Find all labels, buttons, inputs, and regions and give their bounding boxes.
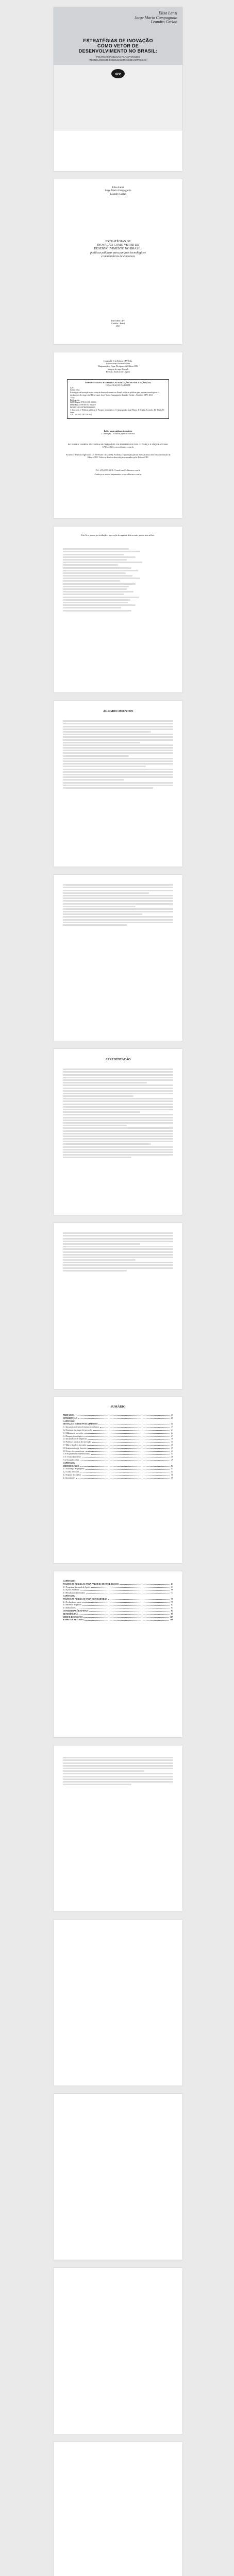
- toc-entry-page: 97: [171, 1612, 173, 1615]
- catalog-index-line: 1. Inovação – Políticas públicas 338.064: [101, 432, 135, 435]
- toc-entry-label: 1.5 Incubadoras de empresas: [63, 1437, 87, 1440]
- toc-leader-dots: [86, 1591, 170, 1594]
- summary-continued-list: [63, 1580, 173, 1621]
- toc-entry-label: 1.6 Políticas públicas de inovação: [63, 1440, 91, 1444]
- toc-entry-page: 11: [171, 1414, 173, 1416]
- editorial-board-page: [54, 527, 182, 692]
- toc-entry-label: METODOLOGIA: [63, 1464, 79, 1467]
- toc-entry-page: 17: [171, 1426, 173, 1429]
- toc-entry-page: 33: [171, 1440, 173, 1444]
- title-line: INOVAÇÃO COMO VETOR DE: [97, 244, 139, 247]
- cover-title-line: DESENVOLVIMENTO NO BRASIL:: [78, 48, 158, 54]
- toc-entry-page: 77: [171, 1600, 173, 1603]
- catalog-line: ISBN Digital 978-65-251-0000-0: [70, 401, 96, 404]
- toc-entry-page: 41: [171, 1449, 173, 1452]
- toc-entry-label: 1.1 Inovação e desenvolvimento econômico: [63, 1426, 99, 1429]
- credit-line: Imagem de capa: Freepik: [107, 367, 129, 370]
- toc-leader-dots: [85, 1618, 169, 1620]
- svg-text:crv: crv: [115, 72, 121, 76]
- presentation-text: [63, 1067, 173, 1160]
- toc-leader-dots: [86, 1467, 170, 1469]
- toc-entry-label: CAPÍTULO 2: [63, 1461, 76, 1464]
- toc-entry-page: 36: [171, 1443, 173, 1446]
- toc-entry-label: 4.1 Evolução do apoio: [63, 1600, 81, 1603]
- credit-line: Editor-chefe: Railson Moura: [106, 362, 130, 365]
- toc-entry-label: 1.7 Marco legal da inovação: [63, 1443, 87, 1446]
- catalog-line: DOI 10.24824/978652510000.0: [70, 406, 95, 409]
- copyright-page: [54, 352, 182, 518]
- toc-entry-page: 56: [171, 1473, 173, 1476]
- cover-title-line: ESTRATÉGIAS DE INOVAÇÃO: [83, 38, 153, 43]
- body-page: [54, 1745, 182, 1911]
- credit-line: Diagramação e Capa: Designers da Editora CRV: [98, 365, 138, 368]
- toc-entry-label: 1.11 O caso brasileiro: [63, 1455, 81, 1459]
- summary-heading: SUMÁRIO: [110, 1405, 126, 1409]
- toc-leader-dots: [88, 1447, 170, 1449]
- catalog-line: L297: [70, 386, 75, 389]
- title-line: ESTRATÉGIAS DE: [105, 240, 131, 243]
- toc-leader-dots: [80, 1470, 170, 1472]
- cover-subtitle-line: TECNOLÓGICOS E INCUBADORAS DE EMPRESAS: [89, 59, 147, 61]
- toc-entry-page: 66: [171, 1588, 173, 1591]
- catalog-card-subtitle: CATALOGAÇÃO NA FONTE: [106, 384, 130, 386]
- summary-continued-page: [54, 1571, 182, 1737]
- publisher-place: Curitiba - Brasil: [111, 322, 125, 325]
- toc-entry-label: 3.3 Resultados observados: [63, 1591, 85, 1595]
- toc-leader-dots: [82, 1603, 170, 1605]
- publication-year: 2021: [116, 325, 120, 328]
- toc-entry-page: 58: [171, 1476, 173, 1479]
- toc-entry-label: 1.8 Instrumentos de fomento: [63, 1446, 87, 1449]
- toc-leader-dots: [80, 1459, 170, 1461]
- toc-leader-dots: [93, 1429, 170, 1431]
- toc-entry-label: ÍNDICE REMISSIVO: [63, 1615, 83, 1618]
- toc-entry-label: 1.12 Considerações: [63, 1458, 79, 1461]
- catalog-line: Lanzi, Elisa.: [70, 389, 80, 392]
- toc-entry-label: SOBRE OS AUTORES: [63, 1618, 83, 1621]
- toc-entry-label: 2.4 Limitações: [63, 1476, 75, 1479]
- toc-entry-page: 24: [171, 1431, 173, 1434]
- toc-entry-label: 4.2 Modelos de gestão: [63, 1603, 81, 1606]
- toc-entry-page: 82: [171, 1603, 173, 1606]
- half-title-authors: [63, 187, 173, 196]
- rights-notice: Foi feito o depósito legal conf. Lei 10.994 de 14/12/2004. Proibida a reprodução parcial ou total desta obra sem autorização da Editora CRV. Todos os direitos desta edição reservados pela: Editora CRV: [65, 453, 171, 459]
- toc-leader-dots: [79, 1613, 170, 1615]
- toc-entry-label: 1.2 Sistemas nacionais de inovação: [63, 1428, 92, 1431]
- catalog-line: Bibliografia: [70, 399, 80, 401]
- presentation-page: [54, 1049, 182, 1215]
- toc-leader-dots: [91, 1452, 170, 1454]
- toc-entry-page: 13: [171, 1416, 173, 1419]
- cover-subtitle: [54, 56, 182, 62]
- catalog-line: 112 p.: [70, 396, 75, 399]
- toc-entry-label: 2.2 Coleta de dados: [63, 1470, 79, 1473]
- book-cover: [54, 7, 182, 171]
- digital-notice: ESTA OBRA TAMBÉM ENCONTRA-SE DISPONÍVEL EM FORMATO DIGITAL. CONHEÇA E ADQUIRA NOSSO CATÁLOGO: www.editoracrv.com.br: [68, 443, 169, 449]
- toc-leader-dots: [86, 1450, 170, 1452]
- catalog-card-title: DADOS INTERNACIONAIS DE CATALOGAÇÃO NA PUBLICAÇÃO (CIP): [85, 382, 151, 384]
- half-title-page: [54, 179, 182, 344]
- subtitle-line: políticas públicas para parques tecnológicos: [90, 251, 146, 255]
- toc-leader-dots: [88, 1437, 170, 1439]
- subtitle-line: e incubadoras de empresas: [101, 255, 135, 258]
- toc-entry-page: 61: [171, 1585, 173, 1588]
- body-page: [54, 2094, 182, 2260]
- board-heading: Este livro passou por avaliação e aprovação às cegas de dois ou mais pareceristas ad hoc.: [81, 534, 155, 536]
- half-title-imprint: [63, 319, 173, 328]
- toc-entry-label: 4.3 Indicadores: [63, 1606, 76, 1609]
- cover-footer: [54, 131, 182, 171]
- toc-entry-label: INOVAÇÃO E DESENVOLVIMENTO: [63, 1422, 98, 1426]
- toc-entry-page: 46: [171, 1455, 173, 1459]
- body-text: [63, 1756, 173, 1786]
- toc-leader-dots: [82, 1473, 170, 1476]
- toc-entry-page: 54: [171, 1470, 173, 1473]
- cover-authors: [135, 11, 177, 25]
- publisher-logo-icon: [110, 68, 126, 79]
- toc-entry-page: 27: [171, 1434, 173, 1437]
- toc-leader-dots: [82, 1601, 170, 1603]
- catalog-line: CDU 001.89 CDD 338.064: [70, 414, 92, 416]
- acknowledgements-continued-page: [54, 875, 182, 1041]
- toc-entry-page: 87: [171, 1606, 173, 1609]
- cover-title: [54, 38, 182, 54]
- toc-leader-dots: [82, 1455, 170, 1458]
- toc-entry-label: INTRODUÇÃO: [63, 1416, 77, 1419]
- presentation-heading: APRESENTAÇÃO: [105, 1058, 131, 1061]
- toc-leader-dots: [85, 1435, 170, 1437]
- toc-entry-page: 61: [171, 1582, 173, 1585]
- toc-entry-page: 30: [171, 1437, 173, 1440]
- toc-entry-label: REFERÊNCIAS: [63, 1612, 78, 1615]
- toc-entry-page: 107: [170, 1615, 173, 1618]
- toc-entry-label: 1.3 Hábitats de inovação: [63, 1431, 83, 1434]
- author-name: Elisa Lanzi: [112, 187, 124, 189]
- toc-entry-page: 43: [171, 1452, 173, 1455]
- title-line: DESENVOLVIMENTO NO BRASIL:: [94, 247, 142, 251]
- toc-leader-dots: [76, 1477, 170, 1479]
- toc-entry-label: 2.3 Análise dos dados: [63, 1473, 81, 1476]
- cover-author: Leandro Carlan: [151, 20, 177, 24]
- author-name: Leandro Carlan: [110, 193, 126, 196]
- toc-leader-dots: [83, 1616, 169, 1618]
- summary-page: [54, 1397, 182, 1563]
- toc-entry-page: 51: [171, 1467, 173, 1470]
- toc-entry-label: 1.10 Experiências internacionais: [63, 1452, 90, 1455]
- toc-leader-dots: [100, 1426, 170, 1428]
- summary-list: [63, 1414, 173, 1480]
- cover-subtitle-line: POLÍTICAS PÚBLICAS PARA PARQUES: [96, 56, 140, 58]
- toc-entry-page: 51: [171, 1464, 173, 1467]
- toc-leader-dots: [75, 1414, 170, 1416]
- toc-leader-dots: [98, 1422, 170, 1425]
- toc-entry-label: CAPÍTULO 4: [63, 1594, 76, 1597]
- toc-entry-label: 2.1 Estratégia de pesquisa: [63, 1467, 85, 1470]
- toc-leader-dots: [85, 1432, 170, 1434]
- toc-entry-page: 93: [171, 1609, 173, 1612]
- toc-entry-page: 109: [170, 1618, 173, 1621]
- acknowledgements-text: [63, 719, 173, 790]
- toc-entry-page: 49: [171, 1458, 173, 1461]
- toc-entry-label: POLÍTICAS PÚBLICAS PARA INCUBADORAS: [63, 1597, 107, 1600]
- toc-leader-dots: [78, 1417, 170, 1419]
- body-page: [54, 1920, 182, 2086]
- catalog-index-title: Índice para catálogo sistemático: [104, 430, 132, 432]
- body-page: [54, 2442, 182, 2576]
- half-title-title: [63, 240, 173, 259]
- publisher-contact: Tel.: (41) 3039-6418 - E-mail: sac@editoracrv.com.br: [95, 469, 141, 471]
- toc-entry-label: 1.9 Atores do ecossistema: [63, 1449, 85, 1452]
- toc-leader-dots: [120, 1583, 170, 1585]
- credit-line: Copyright © da Editora CRV Ltda.: [104, 360, 132, 362]
- acknowledgements-continued-text: [63, 883, 173, 927]
- toc-entry-label: POLÍTICAS PÚBLICAS PARA PARQUES TECNOLÓGICOS: [63, 1582, 119, 1585]
- catalog-card: [67, 379, 169, 419]
- acknowledgements-page: [54, 701, 182, 867]
- toc-entry-page: 77: [171, 1597, 173, 1600]
- publisher-site: Conheça os nossos lançamentos: www.editoracrv.com.br: [94, 473, 142, 476]
- cover-author: Elisa Lanzi: [158, 11, 177, 15]
- toc-leader-dots: [80, 1588, 170, 1590]
- toc-leader-dots: [92, 1440, 170, 1443]
- catalog-index: [63, 430, 173, 435]
- credit-line: Revisão: Analista de Línguas: [106, 370, 130, 373]
- toc-entry-label: CAPÍTULO 1: [63, 1419, 76, 1422]
- presentation-continued-text: [63, 1231, 173, 1273]
- toc-entry-page: 17: [171, 1422, 173, 1426]
- toc-entry-label: PREFÁCIO: [63, 1414, 74, 1416]
- toc-entry-page: 71: [171, 1591, 173, 1595]
- toc-entry: [63, 1477, 173, 1480]
- toc-entry-page: 21: [171, 1428, 173, 1431]
- presentation-continued-page: [54, 1223, 182, 1389]
- author-name: Jorge Mario Campagnolo: [105, 190, 131, 193]
- toc-entry-label: 1.4 Parques tecnológicos: [63, 1434, 83, 1437]
- catalog-line: Estratégias de inovação como vetor de desenvolvimento no Brasil: políticas públicas para parques tecnológicos e incubadoras de empresas / Elisa Lanzi, Jorge Mario Campagnolo, Leandro Carlan – Curitiba : CRV, 2021.: [70, 392, 159, 396]
- cover-title-line: COMO VETOR DE: [97, 43, 139, 48]
- toc-leader-dots: [80, 1465, 171, 1467]
- toc-leader-dots: [89, 1609, 170, 1612]
- body-page: [54, 2268, 182, 2434]
- toc-entry-label: 3.1 Programa Nacional de Apoio: [63, 1585, 90, 1588]
- toc-entry-label: 3.2 Ações estaduais: [63, 1588, 79, 1591]
- catalog-line: ISBN Físico 978-65-251-0000-0: [70, 404, 96, 406]
- toc-entry-label: CAPÍTULO 3: [63, 1580, 76, 1582]
- toc-entry-label: CONSIDERAÇÕES FINAIS: [63, 1609, 89, 1612]
- toc-leader-dots: [87, 1444, 170, 1446]
- acknowledgements-heading: AGRADECIMENTOS: [103, 710, 133, 713]
- credits: [63, 360, 173, 373]
- board-list: [63, 547, 173, 613]
- toc-leader-dots: [108, 1598, 170, 1600]
- toc-leader-dots: [77, 1606, 170, 1608]
- toc-entry-page: 39: [171, 1446, 173, 1449]
- publisher-name: EDITORA CRV: [111, 319, 125, 322]
- cover-author: Jorge Mario Campagnolo: [134, 15, 177, 20]
- toc-leader-dots: [91, 1586, 170, 1588]
- catalog-line: 1. Inovação 2. Políticas públicas 3. Parques tecnológicos I. Campagnolo, Jorge Mario. II. Carlan, Leandro. III. Título IV. Série.: [70, 409, 165, 414]
